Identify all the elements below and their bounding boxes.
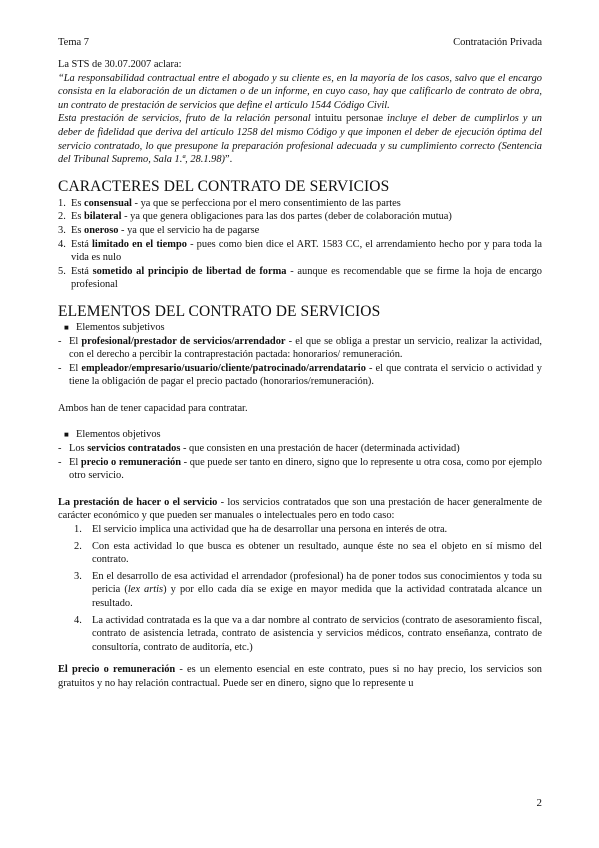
bullet-icon: ■ — [64, 322, 69, 332]
list-item: 4. La actividad contratada es la que va a dar nombre al contrato de servicios (contrato de asesoramiento fiscal, contrato de asistencia letrada, contrato de asistencia y servicios médicos, contrato enseñanza, contrato de consultoría, contrato de auditoría, etc.) — [74, 614, 542, 653]
header-subject: Contratación Privada — [453, 37, 542, 48]
quote-2-latin: intuitu personae — [314, 113, 383, 125]
list-item: - El profesional/prestador de servicios/arrendador - el que se obliga a prestar un servicio, realizar la actividad, con el derecho a percibir la contraprestación pactada: honorarios/ remuneración. — [58, 335, 542, 361]
list-item: 3. En el desarrollo de esa actividad el arrendador (profesional) ha de poner todos sus conocimientos y toda su pericia (lex artis) y por ello cada día se exige en mayor medida que la actividad contratada alcance un resultado. — [74, 570, 543, 609]
intro-lead: La STS de 30.07.2007 aclara: — [58, 59, 182, 70]
precio-paragraph: El precio o remuneración - es un elemento esencial en este contrato, pues si no hay precio, los servicios son gratuitos y no hay relación contractual. Puede ser en dinero, signo que lo represente u — [58, 664, 542, 689]
dash-icon: - — [58, 335, 62, 347]
prestacion-list — [58, 523, 542, 654]
list-item: 4. Está limitado en el tiempo - pues como bien dice el ART. 1583 CC, el arrendamiento hecho por y para toda la vida es nulo — [58, 238, 542, 264]
list-item: 3. Es oneroso - ya que el servicio ha de pagarse — [58, 224, 260, 236]
header-topic: Tema 7 — [58, 37, 90, 48]
list-item: 2. Es bilateral - ya que genera obligaciones para las dos partes (deber de colaboración mutua) — [58, 211, 452, 223]
list-item: 5. Está sometido al principio de libertad de forma - aunque es recomendable que se firme la hoja de encargo profesional — [58, 265, 542, 291]
quote-2-part-a: Esta prestación de servicios, fruto de la relación personal — [58, 113, 315, 125]
quote-2-part-c: incluye el deber de cumplirlos y un deber de fidelidad que deriva del artículo 1258 del mismo Código y que imponen el deber de ejecución óptima del servicio contratado, lo que presupone la preparación profesional adecuada y su cumplimiento correcto (Sentencia del Tribunal Supremo, Sala 1.ª, 28.1.98) — [58, 113, 542, 166]
intro-quote-2 — [58, 112, 542, 166]
section-title-caracteres: CARACTERES DEL CONTRATO DE SERVICIOS — [58, 177, 390, 195]
page-number: 2 — [536, 797, 542, 809]
list-item: - El precio o remuneración - que puede ser tanto en dinero, signo que lo represente u otra cosa, como por ejemplo otro servicio. — [58, 456, 542, 482]
objetivos-heading: ■ Elementos objetivos — [64, 429, 161, 441]
list-item: 1. Es consensual - ya que se perfecciona por el mero consentimiento de las partes — [58, 197, 401, 209]
page-content — [58, 58, 542, 691]
caracteres-list — [58, 197, 542, 292]
list-item: 1. El servicio implica una actividad que ha de desarrollar una persona en interés de otra. — [74, 524, 448, 536]
bullet-icon: ■ — [64, 430, 69, 440]
dash-icon: - — [58, 456, 62, 468]
section-title-elementos: ELEMENTOS DEL CONTRATO DE SERVICIOS — [58, 302, 381, 320]
list-item: - Los servicios contratados - que consisten en una prestación de hacer (determinada actividad) — [58, 443, 460, 455]
intro-quote-1: “La responsabilidad contractual entre el abogado y su cliente es, en la mayoría de los casos, salvo que el encargo consista en la elaboración de un dictamen o de un informe, en cuyo caso, hay que calificarlo de contrato de obra, un contrato de prestación de servicios que define el artículo 1544 Código Civil. — [58, 72, 542, 111]
page-header — [58, 36, 542, 50]
dash-icon: - — [58, 362, 62, 374]
subjetivos-heading: ■ Elementos subjetivos — [64, 321, 165, 333]
list-item: - El empleador/empresario/usuario/cliente/patrocinado/arrendatario - el que contrata el servicio o actividad y tiene la obligación de pagar el precio pactado (honorarios/remuneración). — [58, 362, 542, 388]
prestacion-paragraph: La prestación de hacer o el servicio - los servicios contratados que son una prestación de hacer generalmente de carácter económico y que pueden ser manuales o intelectuales pero en todo caso: — [58, 496, 543, 522]
quote-2-close: ”. — [225, 154, 233, 166]
capacidad-text: Ambos han de tener capacidad para contratar. — [58, 402, 248, 414]
list-item: 2. Con esta actividad lo que busca es obtener un resultado, aunque éste no sea el objeto en sí mismo del contrato. — [74, 540, 542, 566]
dash-icon: - — [58, 443, 62, 455]
